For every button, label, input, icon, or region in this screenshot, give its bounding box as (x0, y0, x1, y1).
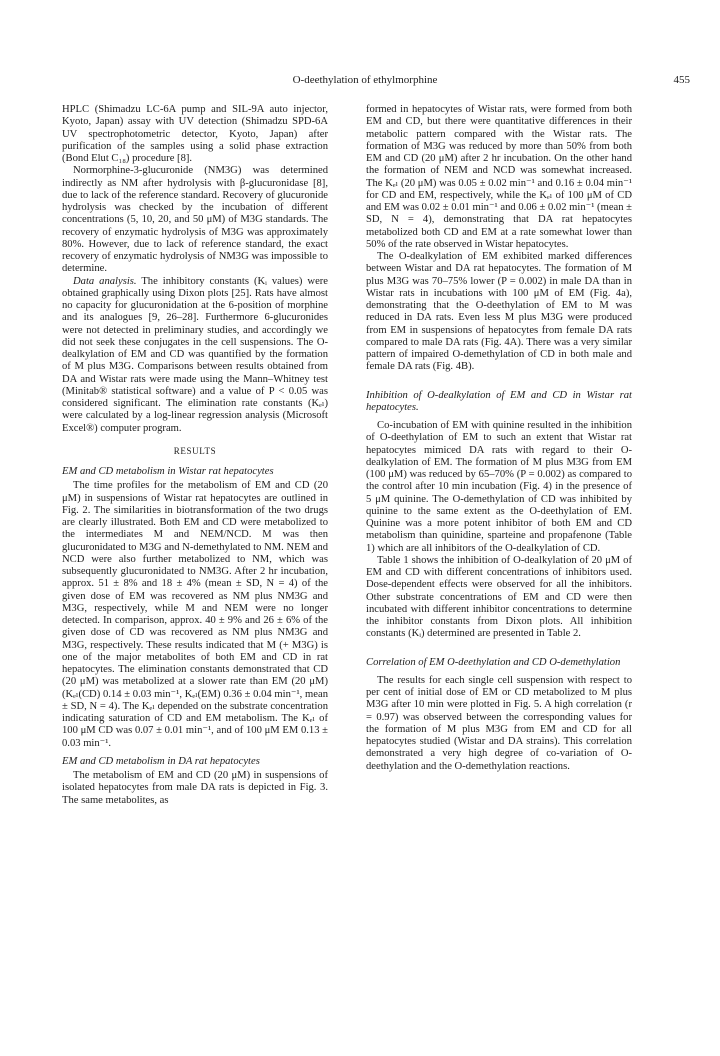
paragraph: The O-dealkylation of EM exhibited marked differences between Wistar and DA rat hepatocytes. The formation of M plus M3G was 70–75% lower (P = 0.002) in male DA than in Wistar rats in incubations with 100 μM of EM (Fig. 4a), demonstrating that the O-deethylation of EM to M was reduced in DA rats. Even less M plus M3G were produced from EM in suspensions of hepatocytes from female DA rats compared to male DA rats (Fig. 4A). There was a very similar pattern of impaired O-demethylation of CD in both male and female DA rats (Fig. 4B). (366, 251, 632, 373)
running-title: O-deethylation of ethylmorphine (292, 74, 438, 86)
paragraph-data-analysis (62, 276, 328, 435)
paragraph: The time profiles for the metabolism of EM and CD (20 μM) in suspensions of Wistar rat hepatocytes are outlined in Fig. 2. The similarities in biotransformation of the two drugs are clearly illustrated. Both EM and CD were metabolized to the intermediates M and NEM/NCD. M was then glucuronidated to M3G and N-demethylated to NM. NEM and NCD were also further metabolized to NM, which was subsequently glucuronidated to NM3G. After 2 hr incubation, approx. 51 ± 8% and 18 ± 4% (mean ± SD, N = 4) of the given dose of EM was recovered as NM plus NM3G and M3G, respectively, while M and NEM were no longer detected. In comparison, approx. 40 ± 9% and 26 ± 6% of the given dose of CD was recovered as NM plus NM3G and M3G, respectively. These results indicated that M (+ M3G) is one of the major metabolites of both EM and CD in rat hepatocytes. The elimination constants demonstrated that CD (20 μM) was metabolized at a slower rate than EM (20 μM) (Kₑₗ(CD) 0.14 ± 0.03 min⁻¹, Kₑₗ(EM) 0.36 ± 0.04 min⁻¹, mean ± SD, N = 4). The Kₑₗ depended on the substrate concentration indicating saturation of CD and EM metabolism. The Kₑₗ of 100 μM CD was 0.07 ± 0.01 min⁻¹, and of 100 μM EM 0.13 ± 0.03 min⁻¹. (62, 480, 328, 749)
run-in-heading: Data analysis. (73, 275, 137, 287)
paragraph: The results for each single cell suspension with respect to per cent of initial dose of EM or CD metabolized to M plus M3G after 10 min were plotted in Fig. 5. A high correlation (r = 0.97) was observed between the corresponding values for the formation of M plus M3G from EM and CD for all hepatocytes studied (Wistar and DA strains). This correlation demonstrated a very high degree of co-variation of O-deethylation and the O-demethylation reactions. (366, 674, 632, 772)
paragraph: formed in hepatocytes of Wistar rats, were formed from both EM and CD, but there were quantitative differences in their metabolic pattern compared with the Wistar rats. The formation of M3G was reduced by more than 50% from both EM and CD (20 μM) after 2 hr incubation. On the other hand the formation of NEM and NCD was somewhat increased. The Kₑₗ (20 μM) was 0.05 ± 0.02 min⁻¹ and 0.16 ± 0.04 min⁻¹ for CD and EM, respectively, while the Kₑₗ of 100 μM of CD and EM was 0.02 ± 0.01 min⁻¹ and 0.06 ± 0.02 min⁻¹ (mean ± SD, N = 4), demonstrating that DA rat hepatocytes metabolized both CD and EM at a rate somewhat lower than 50% of the rate observed in Wistar hepatocytes. (366, 104, 632, 250)
subsection-heading: Inhibition of O-dealkylation of EM and CD in Wistar rat hepatocytes. (366, 389, 632, 413)
page-header (40, 74, 690, 90)
paragraph: Normorphine-3-glucuronide (NM3G) was determined indirectly as NM after hydrolysis with β-glucuronidase [8], due to lack of the reference standard. Recovery of glucuronide hydrolysis was checked by the incubation of different concentrations (5, 10, 20, and 50 μM) of M3G standards. The recovery of enzymatic hydrolysis of M3G was approximately 80%. However, due to lack of reference standard, the exact recovery of enzymatic hydrolysis of NM3G was impossible to determine. (62, 165, 328, 275)
right-column (366, 104, 632, 773)
subsection-heading: Correlation of EM O-deethylation and CD O-demethylation (366, 656, 621, 668)
page-number: 455 (673, 74, 690, 86)
paragraph: Table 1 shows the inhibition of O-dealkylation of 20 μM of EM and CD with different concentrations of inhibitors used. Dose-dependent effects were observed for all the inhibitors. Other substrate concentrations of EM and CD were then incubated with different inhibitor concentrations to determine the inhibitor constants from Dixon plots. All inhibition constants (Kᵢ) determined are presented in Table 2. (366, 554, 632, 640)
paragraph: The metabolism of EM and CD (20 μM) in suspensions of isolated hepatocytes from male DA rats is depicted in Fig. 3. The same metabolites, as (62, 770, 328, 806)
paragraph: Co-incubation of EM with quinine resulted in the inhibition of O-deethylation of EM to such an extent that Wistar rat hepatocytes mimiced DA rats with regard to their O-dealkylation of EM. The formation of M plus M3G from EM (100 μM) was reduced by 65–70% (P = 0.002) as compared to the control after 10 min incubation (Fig. 4) in the presence of 5 μM quinine. The O-demethylation of CD was inhibited by quinine to the same extent as the O-deethylation of EM. Quinine was a more potent inhibitor of both EM and CD metabolism than quinidine, sparteine and propafenone (Table 1) which are all inhibitors of the O-dealkylation of CD. (366, 420, 632, 554)
left-column (62, 104, 328, 807)
subsection-heading: EM and CD metabolism in Wistar rat hepatocytes (62, 466, 274, 477)
paragraph-text: The inhibitory constants (Kᵢ values) were obtained graphically using Dixon plots [25]. Rats have almost no capacity for glucuronidation at the 6-position of morphine and its analogues [9, 26–28]. Furthermore 6-glucuronides were not detected in preliminary studies, and accordingly we did not seek these conjugates in the cell suspensions. The O-dealkylation of EM and CD was quantified by the formation of M plus M3G. Comparisons between results obtained from DA and Wistar rats were made using the Mann–Whitney test (Minitab® statistical software) and a value of P < 0.05 was considered significant. The elimination rate constants (Kₑₗ) were calculated by a log-linear regression analysis (Microsoft Excel®) computer program. (62, 275, 328, 434)
paragraph: HPLC (Shimadzu LC-6A pump and SIL-9A auto injector, Kyoto, Japan) assay with UV detection (Shimadzu SPD-6A UV spectrophotometric detector, Kyoto, Japan) after purification of the samples using a solid phase extraction (Bond Elut C₁₈) procedure [8]. (62, 104, 328, 164)
subsection-heading: EM and CD metabolism in DA rat hepatocytes (62, 755, 260, 767)
section-heading-results: RESULTS (173, 445, 217, 456)
